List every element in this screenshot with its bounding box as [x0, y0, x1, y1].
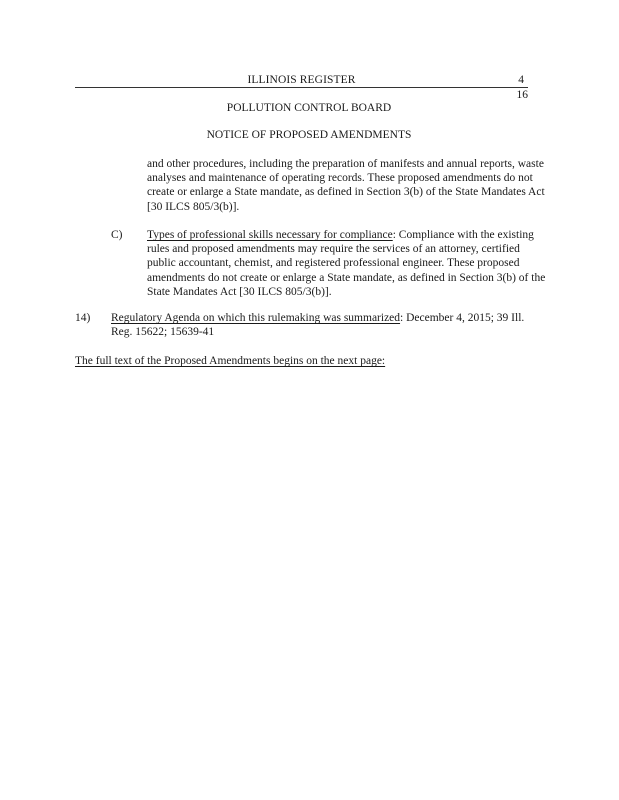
item-14-heading: Regulatory Agenda on which this rulemaking was summarized [111, 312, 401, 324]
item-c-paragraph [147, 228, 547, 299]
item-14-text: : December 4, 2015; 39 Ill. Reg. 15622; 15639-41 [111, 312, 525, 339]
item-14-label: 14) [75, 312, 91, 324]
full-text-note-text: The full text of the Proposed Amendments begins on the next page: [75, 355, 386, 367]
full-text-note [75, 354, 543, 368]
volume-number: 4 [518, 74, 524, 86]
agency-name: POLLUTION CONTROL BOARD [226, 102, 392, 114]
item-14-paragraph [111, 311, 547, 339]
register-title: ILLINOIS REGISTER [247, 74, 356, 86]
header-rule [75, 87, 528, 88]
item-c-heading: Types of professional skills necessary for compliance [147, 229, 393, 241]
continuation-paragraph: and other procedures, including the preparation of manifests and annual reports, waste analyses and maintenance of operating records. These proposed amendments do not create or enlarge a State mandate, as defined in Section 3(b) of the State Mandates Act [30 ILCS 805/3(b)]. [147, 158, 545, 213]
item-c-label: C) [111, 229, 123, 241]
item-c-text: : Compliance with the existing rules and proposed amendments may require the services of an attorney, certified public accountant, chemist, and registered professional engineer. These proposed amendments do not create or enlarge a State mandate, as defined in Section 3(b) of the State Mandates Act [30 ILCS 805/3(b)]. [147, 229, 546, 298]
issue-number: 16 [516, 89, 528, 101]
register-header [75, 73, 528, 87]
notice-title: NOTICE OF PROPOSED AMENDMENTS [206, 129, 412, 141]
